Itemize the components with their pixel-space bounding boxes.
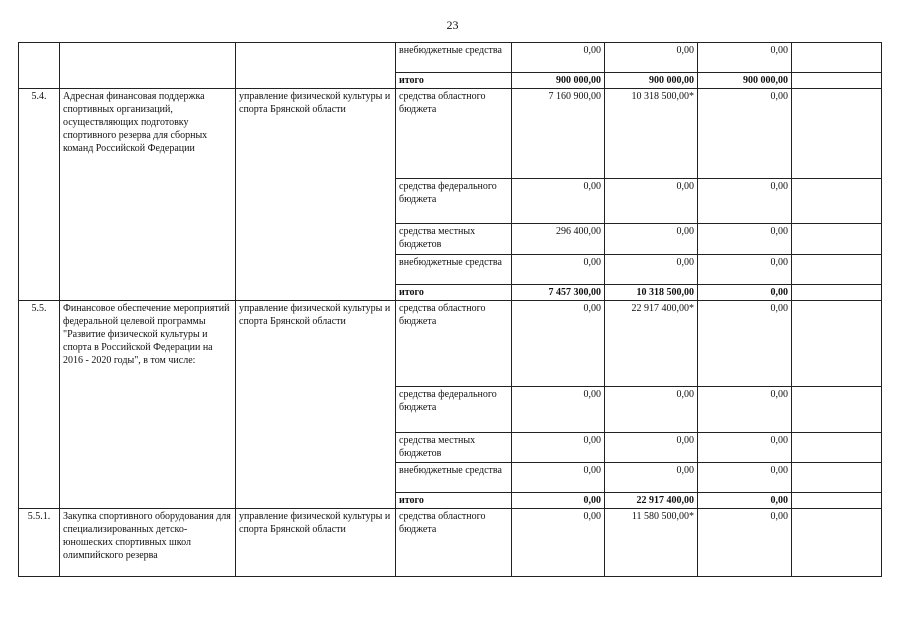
- value-cell: 900 000,00: [512, 73, 605, 89]
- funding-source-cell: внебюджетные средства: [396, 43, 512, 73]
- value-cell: 0,00: [605, 255, 698, 285]
- value-cell: 0,00: [698, 224, 792, 255]
- funding-source-cell: средства местных бюджетов: [396, 224, 512, 255]
- funding-source-cell: средства областного бюджета: [396, 89, 512, 179]
- table-row: [19, 89, 882, 179]
- value-cell: 296 400,00: [512, 224, 605, 255]
- funding-source-cell: итого: [396, 285, 512, 301]
- item-name-cell: Адресная финансовая поддержка спортивных организаций, осуществляющих подготовку спортивного резерва для сборных команд Российской Федерации: [60, 89, 236, 301]
- item-number-cell: 5.4.: [19, 89, 60, 301]
- budget-table: [18, 42, 882, 577]
- executor-cell: [236, 43, 396, 89]
- value-cell: 0,00: [698, 463, 792, 493]
- value-cell: 11 580 500,00*: [605, 509, 698, 577]
- value-cell: 0,00: [512, 43, 605, 73]
- value-cell: 0,00: [605, 179, 698, 224]
- value-cell: 900 000,00: [698, 73, 792, 89]
- empty-cell: [792, 509, 882, 577]
- empty-cell: [792, 73, 882, 89]
- value-cell: 0,00: [512, 433, 605, 463]
- value-cell: 0,00: [698, 387, 792, 433]
- funding-source-cell: средства областного бюджета: [396, 301, 512, 387]
- empty-cell: [792, 255, 882, 285]
- funding-source-cell: внебюджетные средства: [396, 463, 512, 493]
- value-cell: 10 318 500,00*: [605, 89, 698, 179]
- value-cell: 0,00: [605, 387, 698, 433]
- executor-cell: управление физической культуры и спорта Брянской области: [236, 509, 396, 577]
- value-cell: 0,00: [698, 285, 792, 301]
- value-cell: 0,00: [512, 387, 605, 433]
- funding-source-cell: внебюджетные средства: [396, 255, 512, 285]
- item-name-cell: [60, 43, 236, 89]
- value-cell: 0,00: [512, 301, 605, 387]
- empty-cell: [792, 224, 882, 255]
- value-cell: 0,00: [605, 43, 698, 73]
- value-cell: 0,00: [512, 463, 605, 493]
- value-cell: 7 457 300,00: [512, 285, 605, 301]
- value-cell: 0,00: [605, 224, 698, 255]
- value-cell: 0,00: [512, 255, 605, 285]
- empty-cell: [792, 387, 882, 433]
- item-name-cell: Закупка спортивного оборудования для специализированных детско-юношеских спортивных школ олимпийского резерва: [60, 509, 236, 577]
- value-cell: 0,00: [698, 89, 792, 179]
- funding-source-cell: средства областного бюджета: [396, 509, 512, 577]
- value-cell: 22 917 400,00: [605, 493, 698, 509]
- table-row: [19, 43, 882, 73]
- value-cell: 22 917 400,00*: [605, 301, 698, 387]
- empty-cell: [792, 285, 882, 301]
- value-cell: 0,00: [605, 463, 698, 493]
- item-number-cell: 5.5.: [19, 301, 60, 509]
- value-cell: 10 318 500,00: [605, 285, 698, 301]
- value-cell: 0,00: [698, 493, 792, 509]
- item-number-cell: [19, 43, 60, 89]
- funding-source-cell: итого: [396, 493, 512, 509]
- value-cell: 7 160 900,00: [512, 89, 605, 179]
- executor-cell: управление физической культуры и спорта Брянской области: [236, 89, 396, 301]
- empty-cell: [792, 463, 882, 493]
- item-name-cell: Финансовое обеспечение мероприятий федеральной целевой программы "Развитие физической культуры и спорта в Российской Федерации на 2016 - 2020 годы", в том числе:: [60, 301, 236, 509]
- empty-cell: [792, 89, 882, 179]
- funding-source-cell: средства федерального бюджета: [396, 179, 512, 224]
- funding-source-cell: итого: [396, 73, 512, 89]
- value-cell: 0,00: [698, 301, 792, 387]
- table-row: [19, 301, 882, 387]
- item-number-cell: 5.5.1.: [19, 509, 60, 577]
- value-cell: 0,00: [698, 433, 792, 463]
- value-cell: 0,00: [698, 179, 792, 224]
- empty-cell: [792, 493, 882, 509]
- empty-cell: [792, 43, 882, 73]
- value-cell: 0,00: [698, 509, 792, 577]
- value-cell: 0,00: [698, 255, 792, 285]
- value-cell: 0,00: [512, 179, 605, 224]
- empty-cell: [792, 301, 882, 387]
- empty-cell: [792, 433, 882, 463]
- executor-cell: управление физической культуры и спорта Брянской области: [236, 301, 396, 509]
- value-cell: 900 000,00: [605, 73, 698, 89]
- value-cell: 0,00: [605, 433, 698, 463]
- table-row: [19, 509, 882, 577]
- value-cell: 0,00: [698, 43, 792, 73]
- value-cell: 0,00: [512, 509, 605, 577]
- empty-cell: [792, 179, 882, 224]
- funding-source-cell: средства местных бюджетов: [396, 433, 512, 463]
- funding-source-cell: средства федерального бюджета: [396, 387, 512, 433]
- value-cell: 0,00: [512, 493, 605, 509]
- page-number: 23: [446, 18, 459, 32]
